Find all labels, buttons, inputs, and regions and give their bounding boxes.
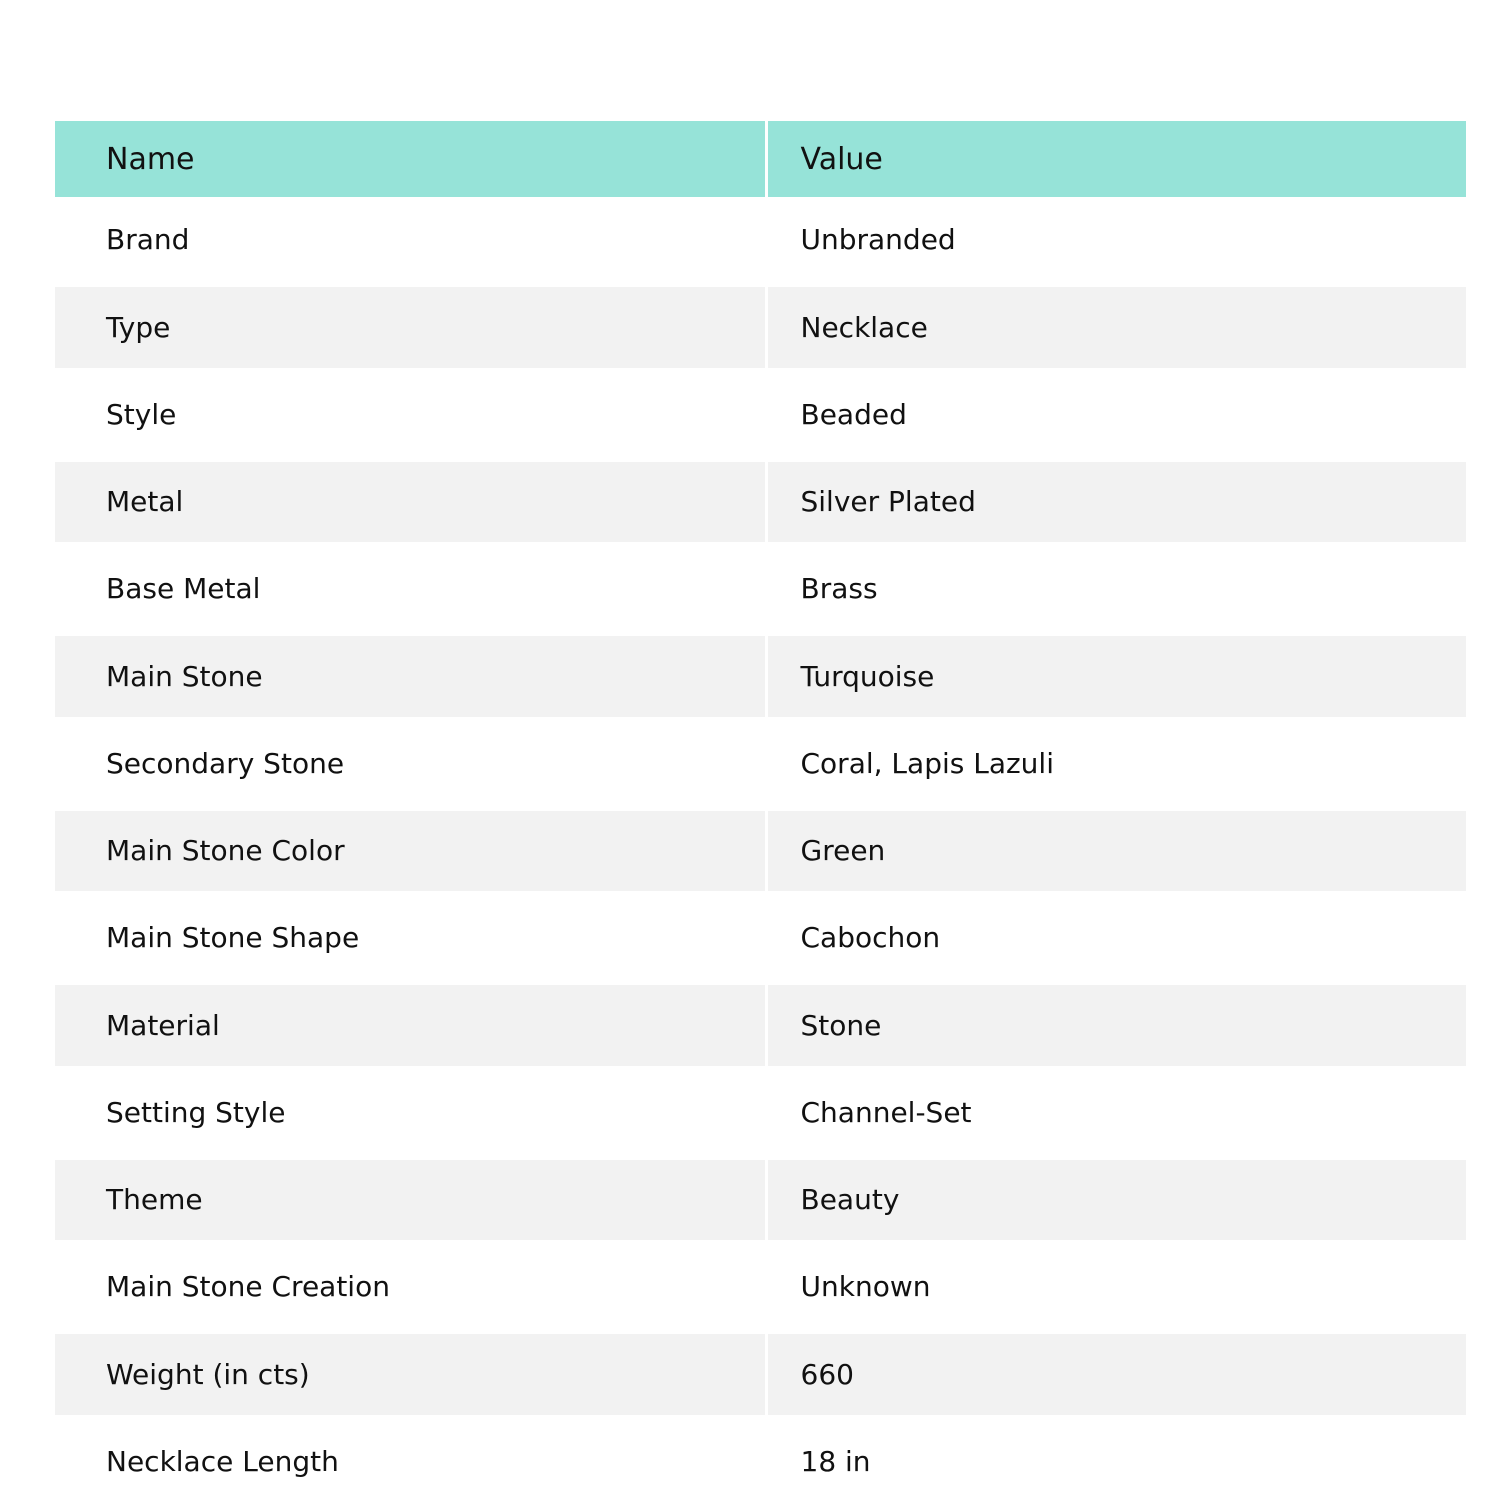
- table-row: [55, 285, 1466, 370]
- table-header: [55, 121, 1466, 197]
- row-value-cell: 18 in: [800, 1444, 871, 1478]
- row-value-cell: Cabochon: [800, 921, 941, 954]
- table-row: [55, 1068, 1466, 1158]
- row-value-cell: Stone: [766, 983, 1466, 1068]
- row-value-cell: 660: [766, 1332, 1466, 1417]
- table-body: [55, 197, 1466, 1504]
- row-value-cell: Channel-Set: [800, 1095, 972, 1129]
- table-row: [55, 459, 1466, 544]
- row-name-cell: Style: [55, 370, 766, 460]
- row-name-cell: Main Stone Shape: [55, 893, 766, 983]
- table-row: [55, 634, 1466, 719]
- table-row: [55, 197, 1466, 285]
- row-name-cell: Theme: [55, 1157, 766, 1242]
- row-name-cell: Material: [55, 983, 766, 1068]
- row-name-cell: Setting Style: [55, 1068, 766, 1158]
- column-header-value: Value: [766, 121, 1466, 197]
- row-name-cell: Necklace Length: [55, 1417, 766, 1504]
- table-row: [55, 370, 1466, 460]
- table-row: [55, 983, 1466, 1068]
- table-row: [55, 1157, 1466, 1242]
- row-name-cell: Base Metal: [55, 544, 766, 634]
- row-value-cell: Silver Plated: [766, 459, 1466, 544]
- row-value-cell: Coral, Lapis Lazuli: [800, 746, 1054, 780]
- row-value-cell: Beauty: [766, 1157, 1466, 1242]
- row-value-cell: Brass: [800, 572, 878, 605]
- row-name-cell: Weight (in cts): [55, 1332, 766, 1417]
- table-row: [55, 1242, 1466, 1332]
- header-row: [55, 121, 1466, 197]
- row-name-cell: Type: [55, 285, 766, 370]
- table-row: [55, 544, 1466, 634]
- row-name-cell: Main Stone Creation: [55, 1242, 766, 1332]
- table-row: [55, 719, 1466, 809]
- row-name-cell: Brand: [55, 197, 766, 285]
- column-header-name: Name: [55, 121, 766, 197]
- row-value-cell: Unbranded: [800, 223, 956, 256]
- row-value-cell: Green: [766, 808, 1466, 893]
- row-name-cell: Metal: [55, 459, 766, 544]
- row-value-cell: Unknown: [800, 1270, 931, 1303]
- item-specifics-table: [55, 121, 1466, 1504]
- row-value-cell: Turquoise: [766, 634, 1466, 719]
- row-name-cell: Main Stone Color: [55, 808, 766, 893]
- row-name-cell: Main Stone: [55, 634, 766, 719]
- table-row: [55, 1332, 1466, 1417]
- table-row: [55, 893, 1466, 983]
- table-row: [55, 808, 1466, 893]
- row-value-cell: Necklace: [766, 285, 1466, 370]
- table-row: [55, 1417, 1466, 1504]
- row-value-cell: Beaded: [800, 397, 907, 431]
- row-name-cell: Secondary Stone: [55, 719, 766, 809]
